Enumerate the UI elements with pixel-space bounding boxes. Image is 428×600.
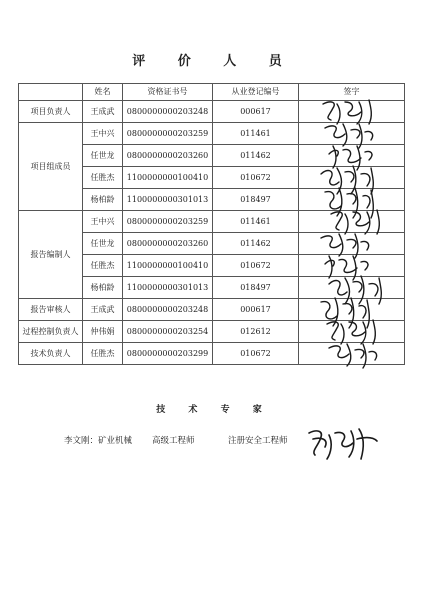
expert-name: 李文刚：矿业机械: [64, 436, 133, 446]
cert-cell: 0800000000203259: [123, 211, 213, 233]
role-cell: 过程控制负责人: [19, 321, 83, 343]
cert-cell: 0800000000203299: [123, 343, 213, 365]
role-cell: 技术负责人: [19, 343, 83, 365]
reg-cell: 011462: [213, 145, 299, 167]
role-cell: 项目组成员: [19, 123, 83, 211]
reg-cell: 011461: [213, 123, 299, 145]
role-cell: 报告编制人: [19, 211, 83, 299]
name-cell: 杨柏龄: [83, 189, 123, 211]
name-cell: 王成武: [83, 299, 123, 321]
cert-cell: 1100000000100410: [123, 167, 213, 189]
cert-cell: 1100000000301013: [123, 189, 213, 211]
name-cell: 任世龙: [83, 233, 123, 255]
page-title: 评 价 人 员: [132, 54, 296, 69]
header-signature: 签字: [299, 84, 405, 101]
cert-cell: 0800000000203248: [123, 299, 213, 321]
expert-cert: 注册安全工程师: [228, 436, 288, 446]
expert-signature: [303, 425, 383, 461]
reg-cell: 018497: [213, 277, 299, 299]
reg-cell: 018497: [213, 189, 299, 211]
name-cell: 王中兴: [83, 211, 123, 233]
header-name: 姓名: [83, 84, 123, 101]
cert-cell: 0800000000203259: [123, 123, 213, 145]
name-cell: 仲伟娟: [83, 321, 123, 343]
personnel-table-body: [19, 101, 405, 365]
name-cell: 任胜杰: [83, 167, 123, 189]
personnel-table: [18, 83, 405, 365]
table-row: [19, 343, 405, 365]
name-cell: 任世龙: [83, 145, 123, 167]
cert-cell: 0800000000203254: [123, 321, 213, 343]
reg-cell: 011461: [213, 211, 299, 233]
name-cell: 任胜杰: [83, 255, 123, 277]
role-cell: 项目负责人: [19, 101, 83, 123]
reg-cell: 010672: [213, 343, 299, 365]
header-role: [19, 84, 83, 101]
header-reg: 从业登记编号: [213, 84, 299, 101]
reg-cell: 000617: [213, 299, 299, 321]
reg-cell: 000617: [213, 101, 299, 123]
experts-title: 技 术 专 家: [156, 405, 272, 415]
name-cell: 任胜杰: [83, 343, 123, 365]
cert-cell: 0800000000203248: [123, 101, 213, 123]
reg-cell: 012612: [213, 321, 299, 343]
cert-cell: 1100000000301013: [123, 277, 213, 299]
reg-cell: 011462: [213, 233, 299, 255]
name-cell: 杨柏龄: [83, 277, 123, 299]
header-cert: 资格证书号: [123, 84, 213, 101]
handwritten-signature: [299, 340, 405, 368]
name-cell: 王中兴: [83, 123, 123, 145]
cert-cell: 0800000000203260: [123, 233, 213, 255]
reg-cell: 010672: [213, 255, 299, 277]
cert-cell: 1100000000100410: [123, 255, 213, 277]
role-cell: 报告审核人: [19, 299, 83, 321]
signature-cell: [299, 343, 405, 365]
expert-rank: 高级工程师: [152, 436, 195, 446]
cert-cell: 0800000000203260: [123, 145, 213, 167]
name-cell: 王成武: [83, 101, 123, 123]
reg-cell: 010672: [213, 167, 299, 189]
